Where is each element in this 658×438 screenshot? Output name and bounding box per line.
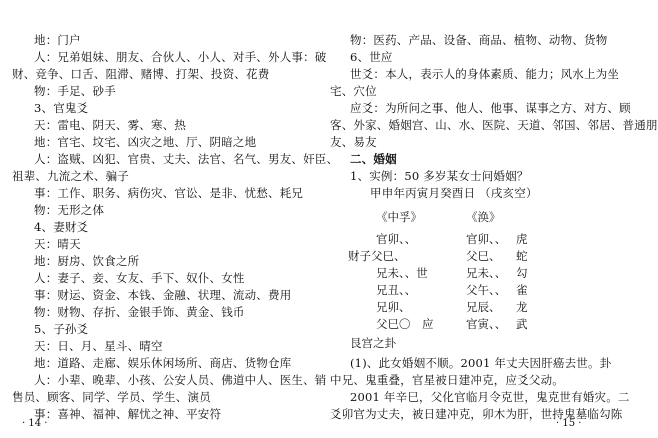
body-line: 地：道路、走廊、娱乐休闲场所、商店、货物仓库 xyxy=(34,356,292,370)
body-line: 1、实例：50 多岁某女士问婚姻？ xyxy=(350,169,529,183)
gua-name-left: 《中孚》 xyxy=(376,210,422,224)
gua-line-changed: 父午、、 xyxy=(466,283,507,297)
gua-palace: 艮宫之卦 xyxy=(350,336,396,350)
right-page xyxy=(306,0,658,438)
gua-line-main: 父巳〇 应 xyxy=(376,317,434,331)
body-line: 地：官宅、坟宅、凶灾之地、厅、阴暗之地 xyxy=(34,135,257,149)
gua-six-spirit: 虎 xyxy=(516,232,528,246)
body-line: 天：晴天 xyxy=(34,237,81,251)
body-line: 事：财运、资金、本钱、金融、状理、流动、费用 xyxy=(34,288,292,302)
gua-six-spirit: 勾 xyxy=(516,266,528,280)
body-line: 人：小辈、晚辈、小孩、公安人员、佛道中人、医生、销 xyxy=(34,373,327,387)
body-line: 地：厨房、饮食之所 xyxy=(34,254,140,268)
body-line: 事：工作、职务、病伤灾、官讼、是非、忧愁、耗兄 xyxy=(34,186,304,200)
gua-six-spirit: 武 xyxy=(516,317,528,331)
gua-line-main: 财子父巳、 xyxy=(348,249,406,263)
body-line: 天：日、月、星斗、晴空 xyxy=(34,339,163,353)
gua-six-spirit: 龙 xyxy=(516,300,528,314)
body-line: 3、官鬼爻 xyxy=(34,101,89,115)
body-line: 甲申年丙寅月癸酉日 （戌亥空） xyxy=(370,186,538,200)
gua-line-main: 兄未、、世 xyxy=(376,266,428,280)
gua-six-spirit: 雀 xyxy=(516,283,528,297)
body-line: 天：雷电、阴天、雾、寒、热 xyxy=(34,118,187,132)
body-line: 祖辈、九流之术、骗子 xyxy=(12,169,129,183)
body-line: 物：医药、产品、设备、商品、植物、动物、货物 xyxy=(350,33,608,47)
gua-line-changed: 官寅、、 xyxy=(466,317,507,331)
page-number: · 15 · xyxy=(556,418,582,429)
body-line: 4、妻财爻 xyxy=(34,220,89,234)
page-number: · 14 · xyxy=(22,418,48,429)
body-line: 物：财物、存折、金银手饰、黄金、钱币 xyxy=(34,305,245,319)
body-line: 物：手足、砂手 xyxy=(34,84,116,98)
body-line: 世爻：本人，表示人的身体素质、能力；风水上为坐 xyxy=(350,67,620,81)
body-line: 地：门户 xyxy=(34,33,81,47)
gua-line-changed: 兄辰、 xyxy=(466,300,501,314)
gua-line-main: 官卯、、 xyxy=(376,232,417,246)
body-line: 人：盗贼、凶犯、官贵、丈夫、法官、名气、男友、奸臣、 xyxy=(34,152,339,166)
gua-line-main: 兄丑、、 xyxy=(376,283,417,297)
body-line: 宅、穴位 xyxy=(330,84,377,98)
body-line: 售员、顾客、同学、学员、学生、演员 xyxy=(12,390,211,404)
gua-six-spirit: 蛇 xyxy=(516,249,528,263)
body-line: 客、外家、婚姻宫、山、水、医院、天道、邻国、邻居、普通朋 xyxy=(330,118,658,132)
gua-line-changed: 父巳、 xyxy=(466,249,501,263)
body-line: 5、子孙爻 xyxy=(34,322,89,336)
gua-line-changed: 兄未、、 xyxy=(466,266,507,280)
body-line: 爻卯官为丈夫，被日建冲克，卯木为肝，世持鬼墓临勾陈 xyxy=(330,407,623,421)
body-line: 人：兄弟姐妹、朋友、合伙人、小人、对手、外人事：破 xyxy=(34,50,327,64)
body-line: 2001 年辛巳，父化官临月令克世，鬼克世有婚灾。二 xyxy=(350,390,630,404)
body-line: 中兄、鬼重叠，官星被日建冲克，应爻父动。 xyxy=(330,373,564,387)
body-line: 事：喜神、福神、解忧之神、平安符 xyxy=(34,407,222,421)
body-line: 6、世应 xyxy=(350,50,393,64)
body-line: 物：无形之体 xyxy=(34,203,105,217)
gua-line-main: 兄卯、 xyxy=(376,300,411,314)
body-line: 人：妻子、妾、女友、手下、奴仆、女性 xyxy=(34,271,245,285)
body-line: (1)、此女婚姻不顺。2001 年丈夫因肝癌去世。卦 xyxy=(350,356,612,370)
gua-line-changed: 官卯、、 xyxy=(466,232,507,246)
section-heading: 二、婚姻 xyxy=(350,152,397,166)
body-line: 友、易友 xyxy=(330,135,377,149)
gua-name-right: 《涣》 xyxy=(466,210,501,224)
body-line: 应爻：为所问之事、他人、他事、谋事之方、对方、顾 xyxy=(350,101,631,115)
body-line: 财、竞争、口舌、阻滞、赌博、打架、投资、花费 xyxy=(12,67,270,81)
